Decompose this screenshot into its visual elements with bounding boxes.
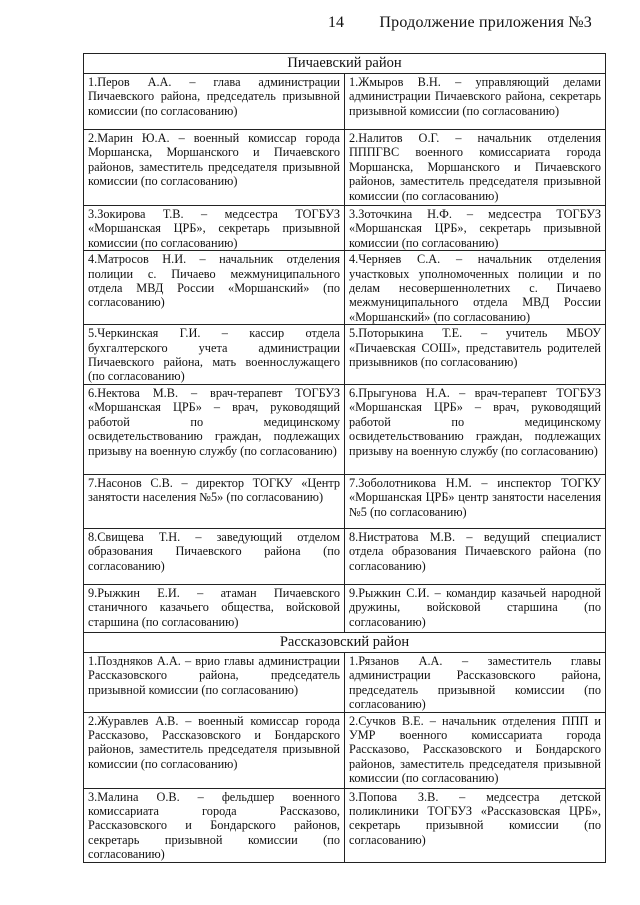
section-title: Пичаевский район <box>84 54 606 74</box>
member-cell: 4.Черняев С.А. – начальник отделения участковых уполномоченных полиции и по делам несовершеннолетних с. Пичаево межмуниципального отдела МВД России «Моршанский» (по согласованию) <box>345 251 606 325</box>
member-cell: 2.Сучков В.Е. – начальник отделения ППП и УМР военного комиссариата города Рассказово, Рассказовского и Бондарского районов, заместитель председателя призывной комиссии (по согласованию) <box>345 712 606 788</box>
table-row <box>84 528 606 584</box>
table-row <box>84 584 606 632</box>
table-row <box>84 74 606 130</box>
member-cell: 5.Черкинская Г.И. – кассир отдела бухгалтерского учета администрации Пичаевского района, мать военнослужащего (по согласованию) <box>84 325 345 385</box>
member-cell: 9.Рыжкин С.И. – командир казачьей народной дружины, войсковой старшина (по согласованию) <box>345 584 606 632</box>
member-cell: 4.Матросов Н.И. – начальник отделения полиции с. Пичаево межмуниципального отдела МВД России «Моршанский» (по согласованию) <box>84 251 345 325</box>
table-row <box>84 251 606 325</box>
member-cell: 6.Нектова М.В. – врач-терапевт ТОГБУЗ «Моршанская ЦРБ» – врач, руководящий работой по медицинскому освидетельствованию граждан, подлежащих призыву на военную службу (по согласованию) <box>84 384 345 474</box>
member-cell: 1.Рязанов А.А. – заместитель главы администрации Рассказовского района, председатель призывной комиссии (по согласованию) <box>345 652 606 712</box>
section-header-row <box>84 632 606 652</box>
member-cell: 3.Попова З.В. – медсестра детской поликлиники ТОГБУЗ «Рассказовская ЦРБ», секретарь призывной комиссии (по согласованию) <box>345 788 606 862</box>
member-cell: 7.Насонов С.В. – директор ТОГКУ «Центр занятости населения №5» (по согласованию) <box>84 474 345 528</box>
section-title: Рассказовский район <box>84 632 606 652</box>
appendix-title: Продолжение приложения №3 <box>379 14 592 31</box>
member-cell: 2.Журавлев А.В. – военный комиссар города Рассказово, Рассказовского и Бондарского районов, заместитель председателя призывной комиссии (по согласованию) <box>84 712 345 788</box>
table-row <box>84 712 606 788</box>
member-cell: 9.Рыжкин Е.И. – атаман Пичаевского станичного казачьего общества, войсковой старшина (по согласованию) <box>84 584 345 632</box>
member-cell: 7.Зоболотникова Н.М. – инспектор ТОГКУ «Моршанская ЦРБ» центр занятости населения №5 (по согласованию) <box>345 474 606 528</box>
member-cell: 1.Перов А.А. – глава администрации Пичаевского района, председатель призывной комиссии (по согласованию) <box>84 74 345 130</box>
page-header <box>0 14 640 36</box>
member-cell: 6.Прыгунова Н.А. – врач-терапевт ТОГБУЗ «Моршанская ЦРБ» – врач, руководящий работой по медицинскому освидетельствованию граждан, подлежащих призыву на военную службу (по согласованию) <box>345 384 606 474</box>
table-row <box>84 206 606 251</box>
member-cell: 3.Малина О.В. – фельдшер военного комиссариата города Рассказово, Рассказовского и Бондарского районов, секретарь призывной комиссии (по согласованию) <box>84 788 345 862</box>
member-cell: 8.Свищева Т.Н. – заведующий отделом образования Пичаевского района (по согласованию) <box>84 528 345 584</box>
member-cell: 5.Поторыкина Т.Е. – учитель МБОУ «Пичаевская СОШ», представитель родителей призывников (по согласованию) <box>345 325 606 385</box>
table-row <box>84 325 606 385</box>
member-cell: 8.Нистратова М.В. – ведущий специалист отдела образования Пичаевского района (по согласованию) <box>345 528 606 584</box>
member-cell: 2.Налитов О.Г. – начальник отделения ПППГВС военного комиссариата города Моршанска, Моршанского и Пичаевского районов, заместитель председателя призывной комиссии (по согласованию) <box>345 130 606 206</box>
table-row <box>84 130 606 206</box>
member-cell: 1.Жмыров В.Н. – управляющий делами администрации Пичаевского района, секретарь призывной комиссии (по согласованию) <box>345 74 606 130</box>
table-row <box>84 474 606 528</box>
commission-table <box>83 53 606 863</box>
table-row <box>84 384 606 474</box>
member-cell: 3.Зокирова Т.В. – медсестра ТОГБУЗ «Моршанская ЦРБ», секретарь призывной комиссии (по согласованию) <box>84 206 345 251</box>
page-number: 14 <box>328 14 344 31</box>
table-row <box>84 652 606 712</box>
table-row <box>84 788 606 862</box>
member-cell: 3.Зоточкина Н.Ф. – медсестра ТОГБУЗ «Моршанская ЦРБ», секретарь призывной комиссии (по согласованию) <box>345 206 606 251</box>
section-header-row <box>84 54 606 74</box>
member-cell: 1.Поздняков А.А. – врио главы администрации Рассказовского района, председатель призывной комиссии (по согласованию) <box>84 652 345 712</box>
member-cell: 2.Марин Ю.А. – военный комиссар города Моршанска, Моршанского и Пичаевского районов, заместитель председателя призывной комиссии (по согласованию) <box>84 130 345 206</box>
